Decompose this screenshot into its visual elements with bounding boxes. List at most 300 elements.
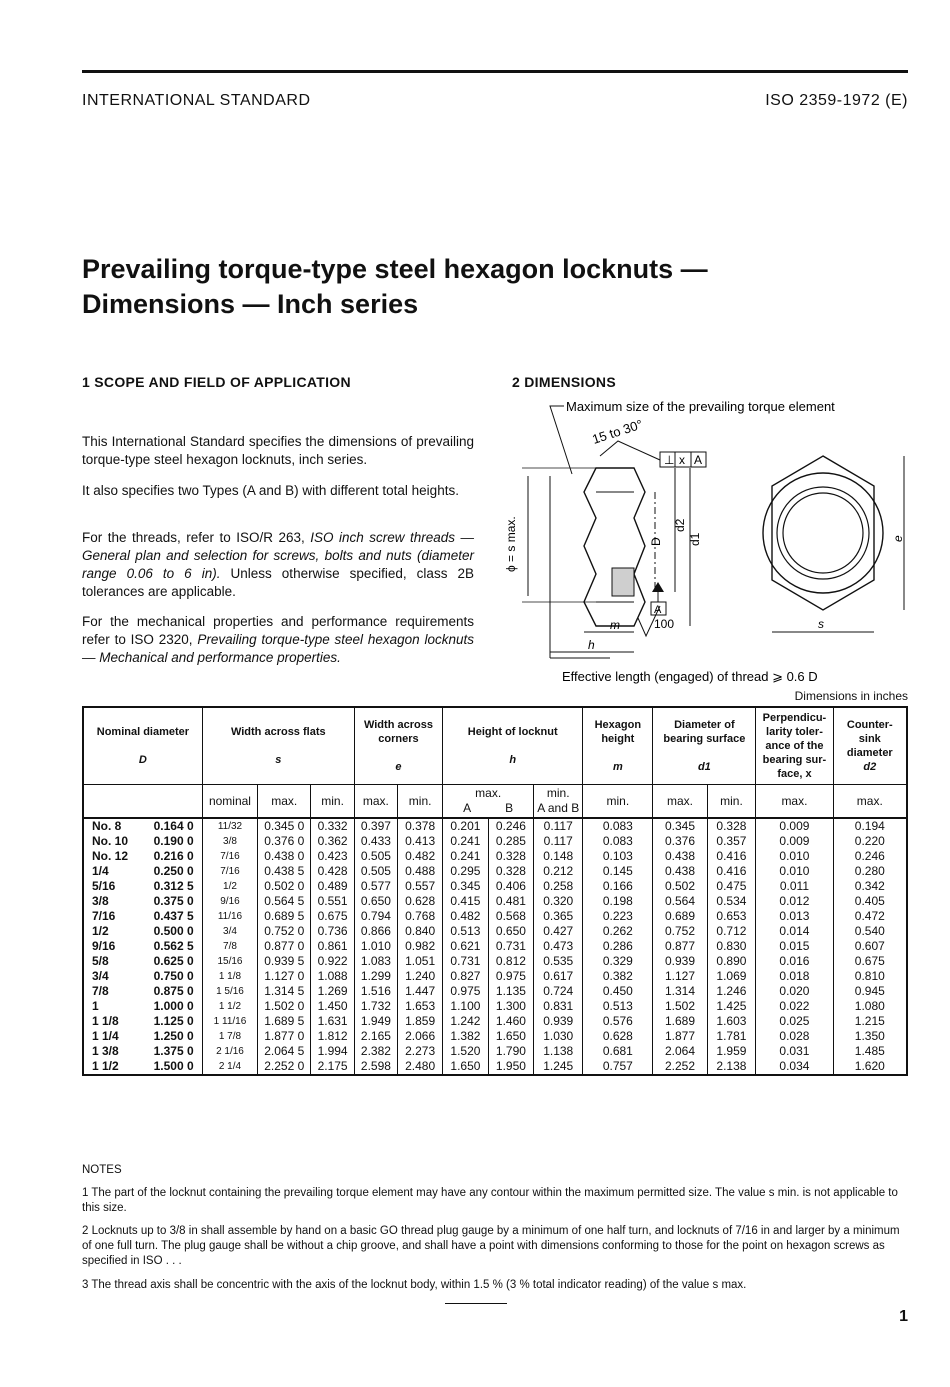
table-cell-d1max: 0.877 [653, 939, 707, 954]
table-cell-dec: 1.250 0 [153, 1029, 194, 1043]
page-number: 1 [899, 1308, 908, 1325]
table-cell-e_min: 0.482 [398, 849, 443, 864]
table-cell-e_min: 0.378 [398, 818, 443, 834]
table-cell-d2: 0.342 [833, 879, 907, 894]
fig-roughness-value: 100 [654, 617, 675, 631]
table-cell-m: 0.262 [583, 924, 653, 939]
table-cell-s_min: 0.362 [311, 834, 354, 849]
p4-text-a: For the mechanical properties and performance requirements refer to ISO 2320, [82, 614, 474, 647]
fig-d1-label: d1 [688, 532, 702, 546]
table-cell-hA: 0.731 [443, 954, 489, 969]
table-cell-s_max: 1.502 0 [258, 999, 311, 1014]
table-cell-d2: 0.810 [833, 969, 907, 984]
table-cell-d1min: 1.603 [707, 1014, 756, 1029]
th-sub-d2-max: max. [833, 785, 907, 819]
table-cell-e_min: 0.768 [398, 909, 443, 924]
th-sub-nominal: nominal [202, 785, 257, 819]
table-cell-hA: 1.382 [443, 1029, 489, 1044]
table-cell-s_max: 1.127 0 [258, 969, 311, 984]
table-header-row-1 [83, 707, 907, 785]
table-cell-d1max: 0.939 [653, 954, 707, 969]
table-cell-hmin: 0.473 [534, 939, 583, 954]
table-cell-s_min: 1.088 [311, 969, 354, 984]
table-cell-s_min: 0.675 [311, 909, 354, 924]
table-cell-hmin: 0.320 [534, 894, 583, 909]
table-cell-d2: 1.215 [833, 1014, 907, 1029]
table-cell-e_max: 0.505 [354, 864, 397, 879]
table-cell-s_min: 0.861 [311, 939, 354, 954]
th-sub-s-max: max. [258, 785, 311, 819]
table-cell-s_min: 1.812 [311, 1029, 354, 1044]
table-cell-d1max: 0.564 [653, 894, 707, 909]
table-cell-s_max: 0.939 5 [258, 954, 311, 969]
table-row [83, 818, 907, 834]
table-cell-d: 1 1/4 [83, 1029, 145, 1044]
table-cell-e_min: 2.480 [398, 1059, 443, 1075]
table-cell-m: 0.103 [583, 849, 653, 864]
table-cell-m: 0.681 [583, 1044, 653, 1059]
table-row [83, 999, 907, 1014]
th-width-flats: Width across flats s [202, 707, 354, 785]
table-cell-s_max: 1.314 5 [258, 984, 311, 999]
table-cell-hA: 1.100 [443, 999, 489, 1014]
table-cell-hmin: 0.535 [534, 954, 583, 969]
table-cell-m: 0.083 [583, 834, 653, 849]
table-cell-m: 0.198 [583, 894, 653, 909]
table-cell-hA: 0.201 [443, 818, 489, 834]
table-cell-s_nom: 1 11/16 [202, 1014, 257, 1029]
table-cell-m: 0.757 [583, 1059, 653, 1075]
table-cell-s_nom: 1 7/8 [202, 1029, 257, 1044]
table-cell-hmin: 0.117 [534, 818, 583, 834]
table-cell-x: 0.011 [756, 879, 833, 894]
fig-m-label: m [610, 618, 620, 632]
table-cell-d1max: 0.376 [653, 834, 707, 849]
table-row [83, 969, 907, 984]
fig-effective-length: Effective length (engaged) of thread ⩾ 0.6 D [562, 669, 818, 684]
scope-paragraph-1: This International Standard specifies the dimensions of prevailing torque-type steel hexagon locknuts, inch series. [82, 434, 474, 467]
th-hexagon-height: Hexagon height m [583, 707, 653, 785]
table-cell-dec: 1.375 0 [153, 1044, 194, 1058]
table-cell-hB: 0.731 [488, 939, 534, 954]
table-cell-d1min: 0.416 [707, 849, 756, 864]
table-cell-e_min: 1.447 [398, 984, 443, 999]
table-cell-x: 0.022 [756, 999, 833, 1014]
fig-s-label: s [818, 617, 824, 631]
table-cell-s_nom: 2 1/4 [202, 1059, 257, 1075]
table-cell-d2: 0.945 [833, 984, 907, 999]
th-sub-s-min: min. [311, 785, 354, 819]
table-cell-e_min: 1.653 [398, 999, 443, 1014]
table-cell-s_max: 1.877 0 [258, 1029, 311, 1044]
locknut-dimension-figure [500, 396, 910, 686]
table-cell-e_min: 0.557 [398, 879, 443, 894]
table-cell-s_nom: 1 5/16 [202, 984, 257, 999]
table-cell-s_nom: 1 1/8 [202, 969, 257, 984]
th-nominal: Nominal diameter D [83, 707, 202, 785]
table-cell-e_max: 1.949 [354, 1014, 397, 1029]
table-cell-e_max: 1.083 [354, 954, 397, 969]
table-cell-d2: 0.405 [833, 894, 907, 909]
table-cell-s_min: 0.489 [311, 879, 354, 894]
table-cell-d1max: 1.689 [653, 1014, 707, 1029]
table-cell-x: 0.020 [756, 984, 833, 999]
th-bearing-diameter: Diameter of bearing surface d1 [653, 707, 756, 785]
fig-datum-ref: A [694, 453, 703, 467]
table-cell-e_max: 2.165 [354, 1029, 397, 1044]
table-cell-dec: 1.125 0 [153, 1014, 194, 1028]
section-2-heading: 2 DIMENSIONS [512, 374, 616, 390]
table-row [83, 1044, 907, 1059]
table-cell-m: 0.083 [583, 818, 653, 834]
table-cell-d1max: 1.314 [653, 984, 707, 999]
table-cell-e_max: 0.794 [354, 909, 397, 924]
table-row [83, 834, 907, 849]
table-cell-d1min: 0.890 [707, 954, 756, 969]
table-cell-hB: 1.300 [488, 999, 534, 1014]
table-cell-e_max: 0.505 [354, 849, 397, 864]
table-cell-d1max: 0.438 [653, 849, 707, 864]
table-cell-hA: 0.621 [443, 939, 489, 954]
units-label: Dimensions in inches [794, 689, 908, 703]
table-cell-dec: 0.625 0 [153, 954, 194, 968]
table-cell-s_min: 1.450 [311, 999, 354, 1014]
table-cell-s_nom: 15/16 [202, 954, 257, 969]
table-cell-d: 5/16 [83, 879, 145, 894]
table-cell-d: 1 1/8 [83, 1014, 145, 1029]
table-cell-x: 0.028 [756, 1029, 833, 1044]
table-row [83, 939, 907, 954]
table-cell-x: 0.013 [756, 909, 833, 924]
fig-d2-label: d2 [673, 518, 687, 532]
table-cell-m: 0.286 [583, 939, 653, 954]
section-1-heading: 1 SCOPE AND FIELD OF APPLICATION [82, 374, 351, 390]
table-cell-d1min: 0.712 [707, 924, 756, 939]
table-cell-d2: 0.246 [833, 849, 907, 864]
table-cell-e_min: 0.982 [398, 939, 443, 954]
table-cell-dec: 0.500 0 [153, 924, 194, 938]
table-cell-d1min: 0.534 [707, 894, 756, 909]
table-cell-s_nom: 7/16 [202, 864, 257, 879]
table-cell-hA: 1.520 [443, 1044, 489, 1059]
table-cell-hB: 1.790 [488, 1044, 534, 1059]
table-cell-hB: 0.812 [488, 954, 534, 969]
fig-angle-label: 15 to 30° [590, 416, 645, 447]
table-cell-e_min: 2.273 [398, 1044, 443, 1059]
table-cell-m: 0.166 [583, 879, 653, 894]
table-cell-x: 0.016 [756, 954, 833, 969]
page-title [82, 252, 902, 322]
table-cell-hmin: 0.365 [534, 909, 583, 924]
th-sub-e-min: min. [398, 785, 443, 819]
table-cell-hmin: 1.138 [534, 1044, 583, 1059]
table-cell-hB: 0.481 [488, 894, 534, 909]
table-cell-e_max: 2.598 [354, 1059, 397, 1075]
p3-text-b: Unless otherwise specified, class 2B tolerances are applicable. [82, 566, 474, 599]
table-cell-d: 1 1/2 [83, 1059, 145, 1075]
table-cell-d1min: 0.653 [707, 909, 756, 924]
table-cell-s_max: 0.752 0 [258, 924, 311, 939]
th-width-corners: Width across corners e [354, 707, 442, 785]
table-cell-dec: 0.216 0 [153, 849, 194, 863]
table-cell-m: 0.145 [583, 864, 653, 879]
table-cell-d1min: 1.246 [707, 984, 756, 999]
fig-e-label: e [891, 535, 905, 542]
table-cell-d1min: 0.357 [707, 834, 756, 849]
table-cell-e_max: 0.577 [354, 879, 397, 894]
fig-angle-lines [600, 441, 660, 460]
table-row [83, 909, 907, 924]
table-cell-d1max: 0.345 [653, 818, 707, 834]
table-cell-m: 0.450 [583, 984, 653, 999]
table-cell-dec: 0.312 5 [153, 879, 194, 893]
table-cell-hmin: 0.258 [534, 879, 583, 894]
table-cell-x: 0.034 [756, 1059, 833, 1075]
p3-text-a: For the threads, refer to ISO/R 263, [82, 530, 311, 545]
title-line-1: Prevailing torque-type steel hexagon locknuts — [82, 254, 708, 284]
th-sub-m-min: min. [583, 785, 653, 819]
table-cell-e_min: 1.051 [398, 954, 443, 969]
table-cell-d: No. 10 [83, 834, 145, 849]
table-cell-s_min: 0.423 [311, 849, 354, 864]
table-cell-hA: 0.241 [443, 834, 489, 849]
table-cell-x: 0.010 [756, 849, 833, 864]
table-cell-d: No. 12 [83, 849, 145, 864]
table-cell-d2: 0.675 [833, 954, 907, 969]
table-cell-d1max: 0.689 [653, 909, 707, 924]
table-row [83, 984, 907, 999]
table-cell-e_max: 1.732 [354, 999, 397, 1014]
table-cell-dec: 1.500 0 [153, 1059, 194, 1073]
table-cell-d1min: 2.138 [707, 1059, 756, 1075]
table-cell-s_max: 0.877 0 [258, 939, 311, 954]
table-cell-d1min: 0.475 [707, 879, 756, 894]
table-row [83, 894, 907, 909]
table-cell-d1min: 1.425 [707, 999, 756, 1014]
table-cell-d1max: 0.502 [653, 879, 707, 894]
fig-x-symbol: x [679, 453, 685, 467]
table-cell-s_min: 1.269 [311, 984, 354, 999]
title-line-2: Dimensions — Inch series [82, 289, 419, 319]
table-row [83, 924, 907, 939]
table-cell-hB: 0.285 [488, 834, 534, 849]
table-cell-s_max: 2.252 0 [258, 1059, 311, 1075]
table-cell-d2: 0.194 [833, 818, 907, 834]
table-cell-s_max: 1.689 5 [258, 1014, 311, 1029]
table-cell-hmin: 0.617 [534, 969, 583, 984]
scope-paragraph-4 [82, 613, 474, 667]
table-cell-x: 0.009 [756, 818, 833, 834]
table-cell-dec: 0.375 0 [153, 894, 194, 908]
th-sub-h-min: min. A and B [534, 785, 583, 819]
table-cell-hA: 0.415 [443, 894, 489, 909]
table-cell-d: No. 8 [83, 818, 145, 834]
table-cell-s_nom: 11/16 [202, 909, 257, 924]
table-cell-hA: 1.650 [443, 1059, 489, 1075]
table-cell-s_nom: 3/4 [202, 924, 257, 939]
table-cell-d1max: 1.502 [653, 999, 707, 1014]
table-cell-d1min: 1.781 [707, 1029, 756, 1044]
table-cell-m: 0.382 [583, 969, 653, 984]
fig-datum-label: A [654, 604, 662, 616]
fig-D-label: D [649, 537, 663, 546]
table-cell-e_max: 1.299 [354, 969, 397, 984]
table-cell-m: 0.576 [583, 1014, 653, 1029]
table-cell-d: 1 3/8 [83, 1044, 145, 1059]
table-cell-m: 0.513 [583, 999, 653, 1014]
table-cell-m: 0.223 [583, 909, 653, 924]
table-cell-hB: 1.460 [488, 1014, 534, 1029]
table-cell-s_min: 1.631 [311, 1014, 354, 1029]
table-cell-x: 0.009 [756, 834, 833, 849]
table-row [83, 849, 907, 864]
table-cell-e_max: 0.866 [354, 924, 397, 939]
table-cell-d2: 1.485 [833, 1044, 907, 1059]
table-cell-d1max: 2.252 [653, 1059, 707, 1075]
table-row [83, 879, 907, 894]
table-cell-e_max: 0.433 [354, 834, 397, 849]
table-cell-d: 9/16 [83, 939, 145, 954]
header-standard-label: INTERNATIONAL STANDARD [82, 92, 311, 109]
table-cell-hB: 1.135 [488, 984, 534, 999]
th-height: Height of locknut h [443, 707, 583, 785]
top-rule [82, 70, 908, 73]
table-cell-hmin: 1.030 [534, 1029, 583, 1044]
table-cell-dec: 1.000 0 [153, 999, 194, 1013]
table-cell-d1max: 0.752 [653, 924, 707, 939]
table-cell-hB: 0.975 [488, 969, 534, 984]
table-cell-d1min: 1.069 [707, 969, 756, 984]
th-sub-h-max: max. A B [443, 785, 534, 819]
table-cell-hB: 0.328 [488, 864, 534, 879]
table-cell-e_min: 0.628 [398, 894, 443, 909]
table-row [83, 1014, 907, 1029]
table-cell-m: 0.628 [583, 1029, 653, 1044]
table-cell-d2: 0.220 [833, 834, 907, 849]
table-cell-s_max: 2.064 5 [258, 1044, 311, 1059]
table-cell-s_nom: 3/8 [202, 834, 257, 849]
note-3: 3 The thread axis shall be concentric with the axis of the locknut body, within 1.5 % (3 % total indicator reading) of the value s max. [82, 1279, 747, 1291]
table-cell-hB: 0.650 [488, 924, 534, 939]
fig-torque-element [612, 568, 634, 596]
table-cell-s_max: 0.438 5 [258, 864, 311, 879]
table-cell-hA: 0.482 [443, 909, 489, 924]
fig-perp-symbol: ⊥ [664, 453, 675, 467]
table-cell-hA: 0.827 [443, 969, 489, 984]
table-cell-hB: 0.568 [488, 909, 534, 924]
table-cell-hA: 0.295 [443, 864, 489, 879]
table-cell-s_max: 0.376 0 [258, 834, 311, 849]
table-cell-hmin: 0.831 [534, 999, 583, 1014]
table-cell-d1min: 0.830 [707, 939, 756, 954]
scope-paragraph-3 [82, 529, 474, 601]
table-header-row-2 [83, 785, 907, 819]
table-cell-d: 3/4 [83, 969, 145, 984]
note-2: 2 Locknuts up to 3/8 in shall assemble by hand on a basic GO thread plug gauge by a minimum of one half turn, and locknuts of 7/16 in and larger by a minimum of one full turn. The plug gauge shall be without a chip groove, and shall have a point with dimensions conforming to those for the point on hexagon screws as specified in ISO . . . [82, 1225, 900, 1267]
table-cell-hA: 0.513 [443, 924, 489, 939]
table-cell-d1min: 0.416 [707, 864, 756, 879]
table-cell-d: 1 [83, 999, 145, 1014]
th-sub-d1-max: max. [653, 785, 707, 819]
table-cell-dec: 0.750 0 [153, 969, 194, 983]
table-cell-s_min: 0.332 [311, 818, 354, 834]
th-countersink: Counter-sink diameter d2 [833, 707, 907, 785]
table-cell-hmin: 0.427 [534, 924, 583, 939]
table-cell-d2: 0.280 [833, 864, 907, 879]
table-row [83, 1059, 907, 1075]
table-cell-hmin: 0.117 [534, 834, 583, 849]
table-cell-e_min: 1.240 [398, 969, 443, 984]
table-cell-x: 0.010 [756, 864, 833, 879]
table-cell-d1max: 2.064 [653, 1044, 707, 1059]
scope-paragraph-2: It also specifies two Types (A and B) with different total heights. [82, 483, 459, 498]
table-cell-s_max: 0.438 0 [258, 849, 311, 864]
table-cell-d1min: 0.328 [707, 818, 756, 834]
table-cell-hmin: 0.148 [534, 849, 583, 864]
table-cell-x: 0.012 [756, 894, 833, 909]
table-cell-hmin: 1.245 [534, 1059, 583, 1075]
footer-rule [445, 1303, 507, 1304]
fig-max-size-label: Maximum size of the prevailing torque element [566, 399, 835, 414]
table-cell-dec: 0.164 0 [153, 819, 194, 833]
table-cell-dec: 0.190 0 [153, 834, 194, 848]
table-cell-s_nom: 7/16 [202, 849, 257, 864]
table-cell-s_nom: 1/2 [202, 879, 257, 894]
table-cell-s_min: 0.736 [311, 924, 354, 939]
table-cell-d1max: 1.877 [653, 1029, 707, 1044]
table-cell-dec: 0.250 0 [153, 864, 194, 878]
table-cell-hmin: 0.212 [534, 864, 583, 879]
table-cell-e_min: 2.066 [398, 1029, 443, 1044]
table-cell-hA: 0.345 [443, 879, 489, 894]
fig-leader-line [550, 406, 572, 474]
table-cell-dec: 0.562 5 [153, 939, 194, 953]
table-cell-d: 1/2 [83, 924, 145, 939]
table-cell-d2: 1.080 [833, 999, 907, 1014]
table-cell-s_nom: 1 1/2 [202, 999, 257, 1014]
table-cell-s_min: 0.922 [311, 954, 354, 969]
table-cell-hA: 1.242 [443, 1014, 489, 1029]
table-cell-d1max: 0.438 [653, 864, 707, 879]
table-cell-hmin: 0.939 [534, 1014, 583, 1029]
table-cell-d: 7/16 [83, 909, 145, 924]
table-cell-s_nom: 2 1/16 [202, 1044, 257, 1059]
table-cell-s_max: 0.564 5 [258, 894, 311, 909]
table-cell-m: 0.329 [583, 954, 653, 969]
p4-text-italic: Prevailing torque-type steel hexagon locknuts — Mechanical and performance properties. [82, 632, 474, 665]
table-cell-d2: 1.620 [833, 1059, 907, 1075]
table-cell-hB: 1.950 [488, 1059, 534, 1075]
table-cell-s_nom: 7/8 [202, 939, 257, 954]
table-cell-d1max: 1.127 [653, 969, 707, 984]
table-cell-d: 3/8 [83, 894, 145, 909]
table-row [83, 954, 907, 969]
table-cell-hA: 0.975 [443, 984, 489, 999]
fig-phi-label: ϕ = s max. [504, 516, 518, 572]
table-cell-dec: 0.875 0 [153, 984, 194, 998]
th-sub-d1-min: min. [707, 785, 756, 819]
table-cell-s_min: 0.551 [311, 894, 354, 909]
table-cell-hmin: 0.724 [534, 984, 583, 999]
table-cell-hB: 0.328 [488, 849, 534, 864]
table-cell-s_min: 0.428 [311, 864, 354, 879]
table-cell-d: 5/8 [83, 954, 145, 969]
table-cell-x: 0.014 [756, 924, 833, 939]
table-cell-hB: 0.246 [488, 818, 534, 834]
table-cell-d1min: 1.959 [707, 1044, 756, 1059]
table-cell-e_max: 2.382 [354, 1044, 397, 1059]
table-cell-e_min: 0.840 [398, 924, 443, 939]
